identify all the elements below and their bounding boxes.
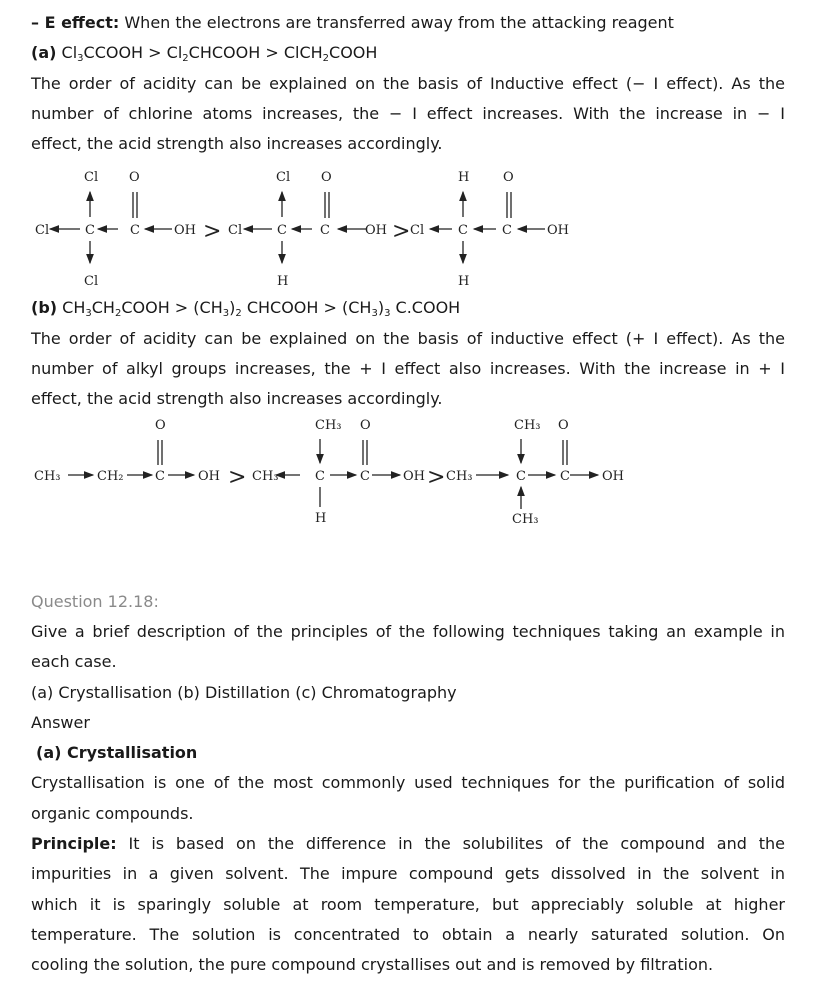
part-a-explanation-line: The order of acidity can be explained on the basis of Inductive effect (− I effect). As the [31, 73, 785, 93]
e-effect-label: – E effect: [31, 13, 120, 32]
principle-line: impurities in a given solvent. The impure compound gets dissolved in the solvent in [31, 864, 785, 884]
document-page [31, 8, 785, 981]
atom-label: H [277, 274, 289, 290]
atom-label: O [360, 417, 371, 433]
inductive-effect-diagram-a [0, 159, 820, 293]
atom-label: O [558, 417, 569, 433]
atom-label: OH [547, 223, 569, 239]
inductive-effect-diagram-b [0, 415, 820, 549]
atom-label: OH [403, 468, 425, 484]
answer-intro-line: Crystallisation is one of the most commonly used techniques for the purification of solid [31, 773, 785, 793]
group-label: CH₃ [315, 417, 342, 433]
atom-label: C [560, 468, 570, 484]
part-b-label: (b) [31, 298, 58, 318]
group-label: CH₃ [514, 417, 541, 433]
atom-label: Cl [84, 170, 99, 186]
group-label: CH₃ [512, 511, 539, 527]
section-gap [31, 549, 785, 587]
atom-label: OH [174, 223, 196, 239]
atom-label: C [502, 223, 512, 239]
atom-label: OH [365, 223, 387, 239]
answer-intro-line: organic compounds. [31, 803, 194, 823]
atom-label: O [129, 170, 140, 186]
part-b-structure-diagram [31, 415, 785, 549]
principle-line: which it is sparingly soluble at room temperature, but appreciably soluble at higher [31, 894, 785, 914]
part-a-explanation-line: effect, the acid strength also increases accordingly. [31, 134, 443, 154]
atom-label: OH [602, 468, 624, 484]
atom-label: OH [198, 468, 220, 484]
part-b-explanation-line: number of alkyl groups increases, the + I effect also increases. With the increase in + I [31, 359, 785, 379]
atom-label: O [503, 170, 514, 186]
group-label: CH₃ [252, 468, 279, 484]
principle-line: cooling the solution, the pure compound crystallises out and is removed by filtration. [31, 955, 714, 975]
part-a-structure-diagram [31, 159, 785, 293]
greater-than-sign: > [203, 219, 222, 245]
group-label: CH₃ [34, 468, 61, 484]
atom-label: O [155, 417, 166, 433]
atom-label: C [130, 223, 140, 239]
atom-label: Cl [35, 223, 50, 239]
part-a-order: (a) $Cl_3CCOOH$ > $Cl_2CHCOOH$ > ClCH$_2$COOH [31, 43, 378, 65]
part-b-explanation-line: The order of acidity can be explained on the basis of inductive effect (+ I effect). As the [31, 328, 785, 348]
part-a-explanation-line: number of chlorine atoms increases, the − I effect increases. With the increase in − I [31, 103, 785, 123]
answer-label: Answer [31, 712, 90, 732]
atom-label: C [360, 468, 370, 484]
atom-label: C [315, 468, 325, 484]
atom-label: Cl [276, 170, 291, 186]
answer-heading: (a) Crystallisation [36, 743, 198, 763]
principle-line: temperature. The solution is concentrated to obtain a nearly saturated solution. On [31, 924, 785, 944]
e-effect-line [31, 8, 785, 38]
greater-than-sign: > [392, 219, 411, 245]
atom-label: C [85, 223, 95, 239]
atom-label: O [321, 170, 332, 186]
question-options: (a) Crystallisation (b) Distillation (c) Chromatography [31, 682, 457, 702]
atom-label: Cl [228, 223, 243, 239]
group-label: CH₂ [97, 468, 124, 484]
part-b-explanation-line: effect, the acid strength also increases accordingly. [31, 389, 443, 409]
atom-label: C [277, 223, 287, 239]
question-text-line: Give a brief description of the principles of the following techniques taking an example in [31, 621, 785, 641]
atom-label: C [458, 223, 468, 239]
atom-label: C [320, 223, 330, 239]
atom-label: C [516, 468, 526, 484]
question-number: Question 12.18: [31, 591, 159, 611]
group-label: CH₃ [446, 468, 473, 484]
atom-label: H [315, 510, 327, 526]
part-a-label: (a) [31, 43, 57, 63]
atom-label: Cl [84, 274, 99, 290]
greater-than-sign: > [427, 464, 446, 490]
atom-label: H [458, 274, 470, 290]
principle-line: Principle: It is based on the difference in the solubilites of the compound and the [31, 834, 785, 854]
question-text-line: each case. [31, 652, 117, 672]
part-b-order: (b) $CH_3CH_2COOH > (CH_3)_2$ CHCOOH > $(CH_3)_3$ C.COOH [31, 298, 461, 320]
atom-label: C [155, 468, 165, 484]
atom-label: Cl [410, 223, 425, 239]
principle-label: Principle: [31, 834, 117, 854]
greater-than-sign: > [228, 464, 247, 490]
e-effect-text: When the electrons are transferred away from the attacking reagent [119, 13, 674, 32]
atom-label: H [458, 170, 470, 186]
